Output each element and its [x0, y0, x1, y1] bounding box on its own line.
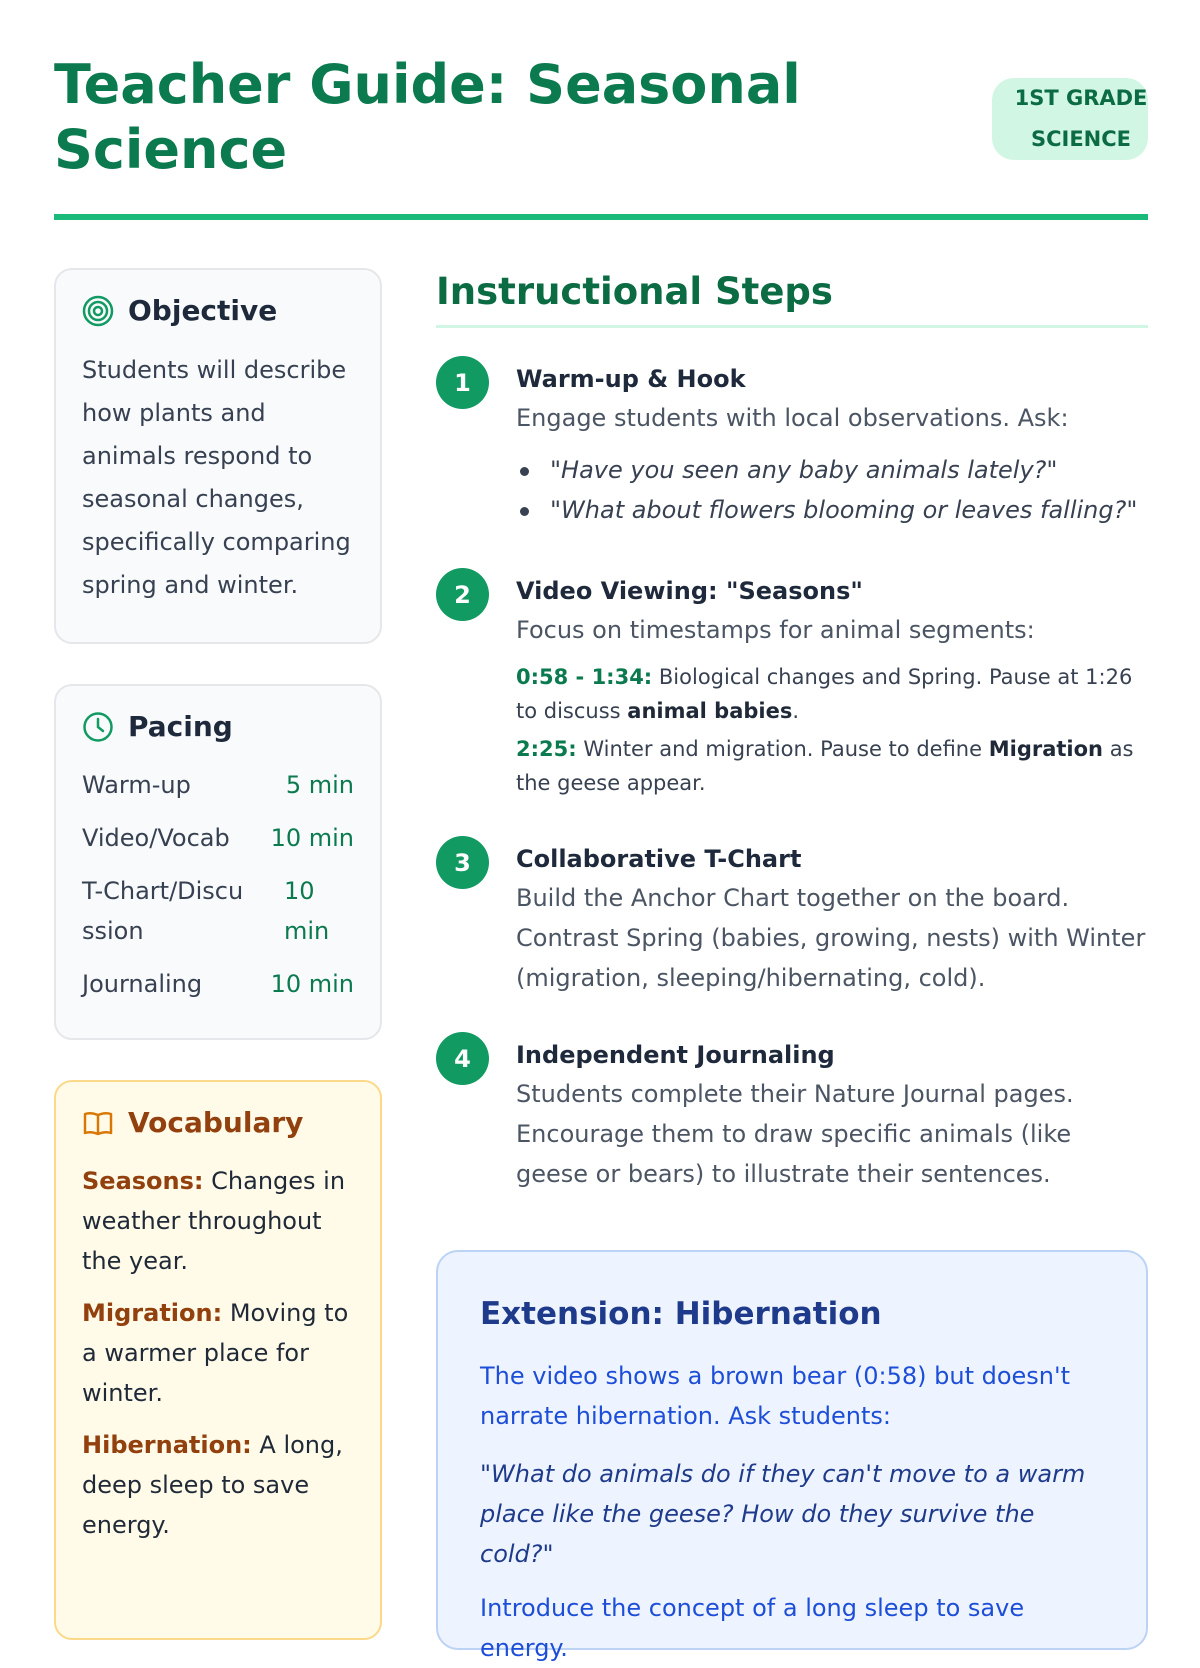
clock-icon	[82, 711, 114, 743]
vocab-term: Hibernation:	[82, 1431, 252, 1459]
pacing-heading	[82, 710, 354, 743]
pacing-title: Pacing	[128, 710, 233, 743]
step-text: Focus on timestamps for animal segments:	[516, 616, 1035, 644]
step-3	[436, 836, 1148, 998]
extension-text: The video shows a brown bear (0:58) but doesn't narrate hibernation. Ask students:	[480, 1362, 1071, 1430]
page-title: Teacher Guide: Seasonal Science	[54, 53, 801, 181]
timestamp: 0:58 - 1:34:	[516, 665, 653, 689]
extension-more: Introduce the concept of a long sleep to save energy.	[480, 1594, 1025, 1662]
objective-heading	[82, 294, 354, 327]
question-item: "Have you seen any baby animals lately?"	[550, 450, 1148, 490]
step-text: Build the Anchor Chart together on the board. Contrast Spring (babies, growing, nests) with Winter (migration, sleeping/hibernating, cold).	[516, 884, 1146, 992]
vocab-term: Migration:	[82, 1299, 223, 1327]
timestamp-text-end: as the geese appear.	[516, 737, 1134, 795]
timestamp-keyword: animal babies	[627, 699, 793, 723]
step-number: 3	[436, 836, 489, 889]
vocab-definition: Moving to a warmer place for winter.	[82, 1299, 349, 1407]
step-number: 4	[436, 1032, 489, 1085]
timestamp-text: Biological changes and Spring. Pause at 1:26 to discuss	[516, 665, 1133, 723]
timestamp-keyword: Migration	[988, 737, 1103, 761]
vocab-definition: Changes in weather throughout the year.	[82, 1167, 346, 1275]
target-icon	[82, 295, 114, 327]
pacing-value: 10 min	[284, 877, 330, 945]
step-number: 2	[436, 568, 489, 621]
pacing-label: Warm-up	[82, 771, 191, 799]
vocab-term: Seasons:	[82, 1167, 204, 1195]
vocabulary-card	[54, 1080, 382, 1640]
timestamp-text-end: .	[792, 699, 800, 723]
question-item: "What about flowers blooming or leaves falling?"	[550, 490, 1148, 530]
extension-box	[436, 1250, 1148, 1662]
extension-quote: "What do animals do if they can't move to a warm place like the geese? How do they survive the cold?"	[480, 1460, 1086, 1568]
step-text: Engage students with local observations. Ask:	[516, 404, 1069, 432]
pacing-label: Journaling	[82, 970, 203, 998]
timestamp-note	[516, 660, 1148, 728]
vocabulary-title: Vocabulary	[128, 1106, 304, 1139]
step-text: Students complete their Nature Journal pages. Encourage them to draw specific animals (like geese or bears) to illustrate their sentences.	[516, 1080, 1074, 1188]
pacing-row	[82, 871, 354, 951]
step-2	[436, 568, 1148, 800]
objective-card	[54, 268, 382, 644]
step-title: Independent Journaling	[516, 1041, 835, 1069]
header-divider	[54, 214, 1148, 220]
vocab-definition: A long, deep sleep to save energy.	[82, 1431, 343, 1539]
pacing-value: 10 min	[270, 824, 354, 852]
pacing-row	[82, 964, 354, 1004]
objective-title: Objective	[128, 294, 278, 327]
pacing-value: 10 min	[270, 970, 354, 998]
pacing-value: 5 min	[285, 771, 354, 799]
timestamp-note	[516, 732, 1148, 800]
objective-text: Students will describe how plants and animals respond to seasonal changes, specifically comparing spring and winter.	[82, 356, 351, 599]
pacing-label: Video/Vocab	[82, 824, 230, 852]
step-title: Collaborative T-Chart	[516, 845, 802, 873]
step-4	[436, 1032, 1148, 1194]
step-title: Video Viewing: "Seasons"	[516, 577, 863, 605]
step-title: Warm-up & Hook	[516, 365, 746, 393]
vocab-item	[82, 1161, 354, 1281]
instructional-steps-section	[436, 270, 1148, 328]
step-number: 1	[436, 356, 489, 409]
vocabulary-heading	[82, 1106, 354, 1139]
timestamp-text: Winter and migration. Pause to define	[583, 737, 983, 761]
section-title: Instructional Steps	[436, 270, 1148, 328]
vocab-item	[82, 1425, 354, 1545]
vocab-item	[82, 1293, 354, 1413]
timestamp: 2:25:	[516, 737, 577, 761]
pacing-card	[54, 684, 382, 1040]
page-header	[54, 52, 1148, 222]
grade-badge: 1ST GRADE SCIENCE	[992, 78, 1148, 160]
book-icon	[82, 1107, 114, 1139]
pacing-row	[82, 818, 354, 858]
step-1	[436, 356, 1148, 530]
pacing-label: T-Chart/Discussion	[82, 877, 244, 945]
pacing-row	[82, 765, 354, 805]
question-list	[516, 450, 1148, 530]
extension-title: Extension: Hibernation	[480, 1296, 882, 1332]
